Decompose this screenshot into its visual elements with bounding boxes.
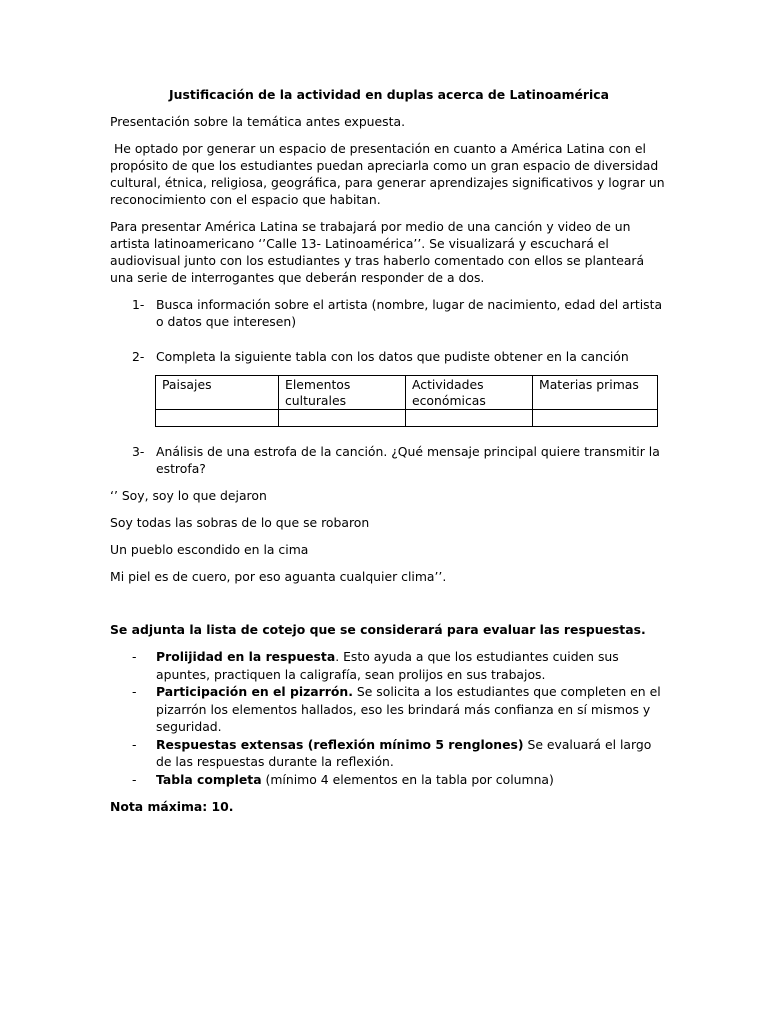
checklist-item-text: (mínimo 4 elementos en la tabla por columna) — [261, 771, 554, 787]
table-header-cell: Materias primas — [533, 376, 658, 410]
verse-line: ‘’ Soy, soy lo que dejaron — [110, 488, 267, 503]
question-text: Completa la siguiente tabla con los datos que pudiste obtener en la canción — [156, 349, 629, 364]
table-cell — [279, 410, 406, 427]
question-number: 1- — [132, 297, 145, 312]
max-grade: Nota máxima: 10. — [110, 799, 234, 814]
question-text: Análisis de una estrofa de la canción. ¿Qué mensaje principal quiere transmitir la estrofa? — [156, 444, 660, 476]
dash-bullet: - — [132, 684, 137, 699]
table-cell — [533, 410, 658, 427]
question-text: Busca información sobre el artista (nombre, lugar de nacimiento, edad del artista o datos que interesen) — [156, 297, 663, 329]
checklist-item-bold: Prolijidad en la respuesta — [156, 649, 336, 664]
intro-paragraph: Presentación sobre la temática antes expuesta. — [110, 114, 406, 129]
table-cell — [406, 410, 533, 427]
checklist-item — [110, 771, 668, 789]
verse-line: Un pueblo escondido en la cima — [110, 542, 309, 557]
checklist-item-text: Se solicita a los estudiantes que completen en el pizarrón los elementos hallados, eso les brindará más confianza en sí mismos y seguridad. — [156, 684, 661, 734]
checklist-title: Se adjunta la lista de cotejo que se considerará para evaluar las respuestas. — [110, 622, 646, 637]
dash-bullet: - — [132, 736, 137, 752]
table-row — [156, 410, 658, 427]
data-table — [155, 375, 658, 427]
method-paragraph: Para presentar América Latina se trabajará por medio de una canción y video de un artista latinoamericano ‘’Calle 13- Latinoamérica’’. Se visualizará y escuchará el audiovisual junto con los estudiantes y tras haberlo comentado con ellos se planteará una serie de interrogantes que deberán responder de a dos. — [110, 219, 645, 285]
checklist-item — [110, 683, 668, 736]
question-number: 3- — [132, 444, 145, 459]
document-title: Justificación de la actividad en duplas acerca de Latinoamérica — [169, 87, 609, 102]
dash-bullet: - — [132, 771, 137, 787]
question-1 — [110, 296, 668, 330]
dash-bullet: - — [132, 649, 137, 664]
checklist-item-text: . Esto ayuda a que los estudiantes cuiden sus apuntes, practiquen la caligrafía, sean prolijos en sus trabajos. — [156, 649, 619, 682]
verse-line: Soy todas las sobras de lo que se robaron — [110, 515, 370, 530]
checklist-item — [110, 648, 668, 683]
question-number: 2- — [132, 349, 145, 364]
checklist-item-text: Se evaluará el largo de las respuestas durante la reflexión. — [156, 736, 652, 769]
checklist-item — [110, 736, 668, 771]
table-header-cell: Actividades económicas — [406, 376, 533, 410]
table-header-cell: Paisajes — [156, 376, 279, 410]
table-cell — [156, 410, 279, 427]
verse-line: Mi piel es de cuero, por eso aguanta cualquier clima’’. — [110, 569, 447, 584]
table-header-row — [156, 376, 658, 410]
checklist-item-bold: Participación en el pizarrón. — [156, 684, 353, 699]
table-header-cell: Elementos culturales — [279, 376, 406, 410]
checklist-item-bold: Respuestas extensas (reflexión mínimo 5 renglones) — [156, 736, 524, 752]
checklist-item-bold: Tabla completa — [156, 771, 262, 787]
purpose-paragraph: He optado por generar un espacio de presentación en cuanto a América Latina con el propósito de que los estudiantes puedan apreciarla como un gran espacio de diversidad cultural, étnica, religiosa, geográfica, para generar aprendizajes significativos y lograr un reconocimiento con el espacio que habitan. — [110, 141, 669, 207]
question-2 — [110, 348, 668, 365]
question-3 — [110, 443, 668, 477]
